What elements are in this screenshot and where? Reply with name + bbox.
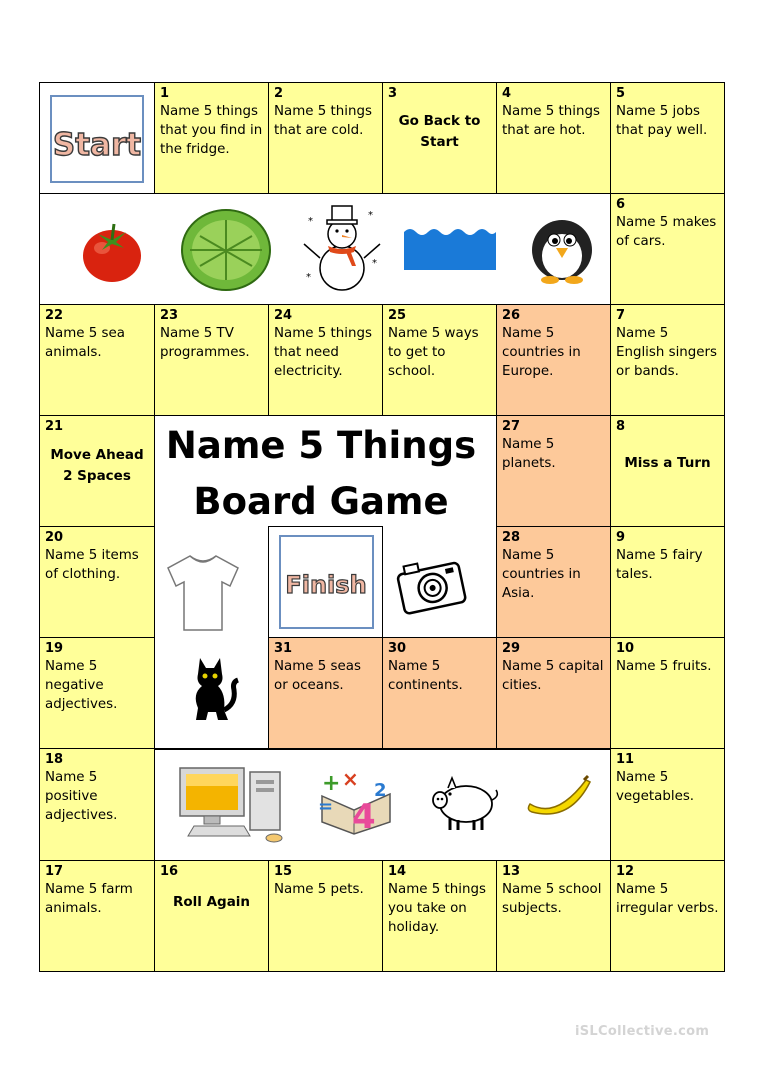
square-special-text: Roll Again <box>172 894 251 910</box>
square-25[interactable] <box>382 304 497 416</box>
square-14[interactable] <box>382 860 497 972</box>
snowman-icon <box>300 200 384 296</box>
square-15[interactable] <box>268 860 383 972</box>
title-line-2: Board Game <box>193 480 449 523</box>
square-10[interactable] <box>610 637 725 749</box>
square-26[interactable] <box>496 304 611 416</box>
square-19[interactable] <box>39 637 155 749</box>
square-13[interactable] <box>496 860 611 972</box>
svg-text:*: * <box>306 272 311 283</box>
square-text: Name 5 fruits. <box>616 659 712 674</box>
square-18[interactable] <box>39 748 155 861</box>
finish-frame <box>279 535 374 629</box>
square-text: Name 5 irregular verbs. <box>616 882 719 916</box>
svg-text:=: = <box>318 796 334 817</box>
square-9[interactable] <box>610 526 725 638</box>
square-number: 19 <box>45 641 64 656</box>
square-number: 2 <box>274 86 284 101</box>
square-number: 22 <box>45 308 64 323</box>
square-text: Name 5 things that you find in the fridge. <box>160 104 263 157</box>
square-number: 15 <box>274 864 293 879</box>
square-number: 1 <box>160 86 170 101</box>
penguin-icon <box>526 212 598 284</box>
square-number: 20 <box>45 530 64 545</box>
square-3[interactable] <box>382 82 497 194</box>
square-5[interactable] <box>610 82 725 194</box>
banana-icon <box>526 774 592 822</box>
square-text: Name 5 positive adjectives. <box>45 770 118 823</box>
square-31[interactable] <box>268 637 383 749</box>
square-number: 30 <box>388 641 407 656</box>
square-number: 21 <box>45 419 64 434</box>
square-number: 12 <box>616 864 635 879</box>
square-text: Name 5 negative adjectives. <box>45 659 118 712</box>
cat-icon <box>178 654 242 724</box>
square-text: Name 5 things that are cold. <box>274 104 372 138</box>
square-number: 25 <box>388 308 407 323</box>
camera-icon <box>396 552 468 618</box>
square-text: Name 5 pets. <box>274 882 364 897</box>
square-4[interactable] <box>496 82 611 194</box>
square-29[interactable] <box>496 637 611 749</box>
square-text: Name 5 makes of cars. <box>616 215 717 249</box>
pig-icon <box>430 774 502 834</box>
square-number: 11 <box>616 752 635 767</box>
start-icon <box>52 97 142 181</box>
square-text: Name 5 TV programmes. <box>160 326 250 360</box>
square-text: Name 5 ways to get to school. <box>388 326 479 379</box>
start-label: Start <box>52 127 142 163</box>
square-number: 6 <box>616 197 626 212</box>
start-frame <box>50 95 144 183</box>
square-number: 24 <box>274 308 293 323</box>
tshirt-icon <box>166 552 240 632</box>
square-text: Name 5 fairy tales. <box>616 548 703 582</box>
title-line-1: Name 5 Things <box>165 424 477 467</box>
square-16[interactable] <box>154 860 269 972</box>
square-text: Name 5 seas or oceans. <box>274 659 361 693</box>
lettuce-icon <box>180 206 272 292</box>
square-number: 28 <box>502 530 521 545</box>
watermark: iSLCollective.com <box>575 1024 710 1039</box>
svg-text:4: 4 <box>352 797 376 836</box>
square-number: 8 <box>616 419 626 434</box>
finish-square[interactable] <box>268 526 383 638</box>
start-square[interactable] <box>39 82 155 194</box>
square-text: Name 5 things that are hot. <box>502 104 600 138</box>
square-special-text: Go Back to Start <box>398 113 481 150</box>
square-30[interactable] <box>382 637 497 749</box>
square-number: 16 <box>160 864 179 879</box>
square-20[interactable] <box>39 526 155 638</box>
computer-icon <box>176 764 294 844</box>
square-number: 9 <box>616 530 626 545</box>
square-number: 31 <box>274 641 293 656</box>
water-icon <box>404 226 496 270</box>
square-number: 26 <box>502 308 521 323</box>
square-special-text: Move Ahead 2 Spaces <box>50 447 144 484</box>
square-text: Name 5 countries in Asia. <box>502 548 581 601</box>
square-text: Name 5 things you take on holiday. <box>388 882 486 935</box>
square-8[interactable] <box>610 415 725 527</box>
square-number: 27 <box>502 419 521 434</box>
square-text: Name 5 vegetables. <box>616 770 695 804</box>
square-22[interactable] <box>39 304 155 416</box>
square-number: 18 <box>45 752 64 767</box>
square-1[interactable] <box>154 82 269 194</box>
svg-text:*: * <box>372 258 377 269</box>
svg-text:+: + <box>322 771 341 796</box>
svg-text:×: × <box>342 767 359 791</box>
square-text: Name 5 school subjects. <box>502 882 602 916</box>
square-6[interactable] <box>610 193 725 305</box>
square-23[interactable] <box>154 304 269 416</box>
square-text: Name 5 sea animals. <box>45 326 125 360</box>
square-text: Name 5 jobs that pay well. <box>616 104 708 138</box>
square-number: 23 <box>160 308 179 323</box>
square-number: 3 <box>388 86 398 101</box>
page-title <box>156 418 486 530</box>
square-text: Name 5 countries in Europe. <box>502 326 581 379</box>
square-number: 29 <box>502 641 521 656</box>
finish-label: Finish <box>285 571 367 599</box>
square-text: Name 5 farm animals. <box>45 882 133 916</box>
square-21[interactable] <box>39 415 155 527</box>
square-28[interactable] <box>496 526 611 638</box>
square-17[interactable] <box>39 860 155 972</box>
square-27[interactable] <box>496 415 611 527</box>
square-text: Name 5 capital cities. <box>502 659 604 693</box>
svg-text:2: 2 <box>374 780 387 801</box>
finish-icon <box>281 537 372 627</box>
square-12[interactable] <box>610 860 725 972</box>
square-text: Name 5 English singers or bands. <box>616 326 718 379</box>
square-11[interactable] <box>610 748 725 861</box>
square-7[interactable] <box>610 304 725 416</box>
math-book-icon <box>316 766 396 836</box>
square-number: 7 <box>616 308 626 323</box>
square-2[interactable] <box>268 82 383 194</box>
square-special-text: Miss a Turn <box>624 455 711 471</box>
square-number: 10 <box>616 641 635 656</box>
tomato-icon <box>80 218 144 284</box>
square-number: 14 <box>388 864 407 879</box>
square-text: Name 5 planets. <box>502 437 556 471</box>
square-number: 5 <box>616 86 626 101</box>
square-number: 17 <box>45 864 64 879</box>
svg-text:*: * <box>308 216 313 227</box>
square-text: Name 5 items of clothing. <box>45 548 139 582</box>
square-text: Name 5 things that need electricity. <box>274 326 372 379</box>
square-24[interactable] <box>268 304 383 416</box>
square-text: Name 5 continents. <box>388 659 463 693</box>
square-number: 13 <box>502 864 521 879</box>
square-number: 4 <box>502 86 512 101</box>
svg-text:*: * <box>368 210 373 221</box>
